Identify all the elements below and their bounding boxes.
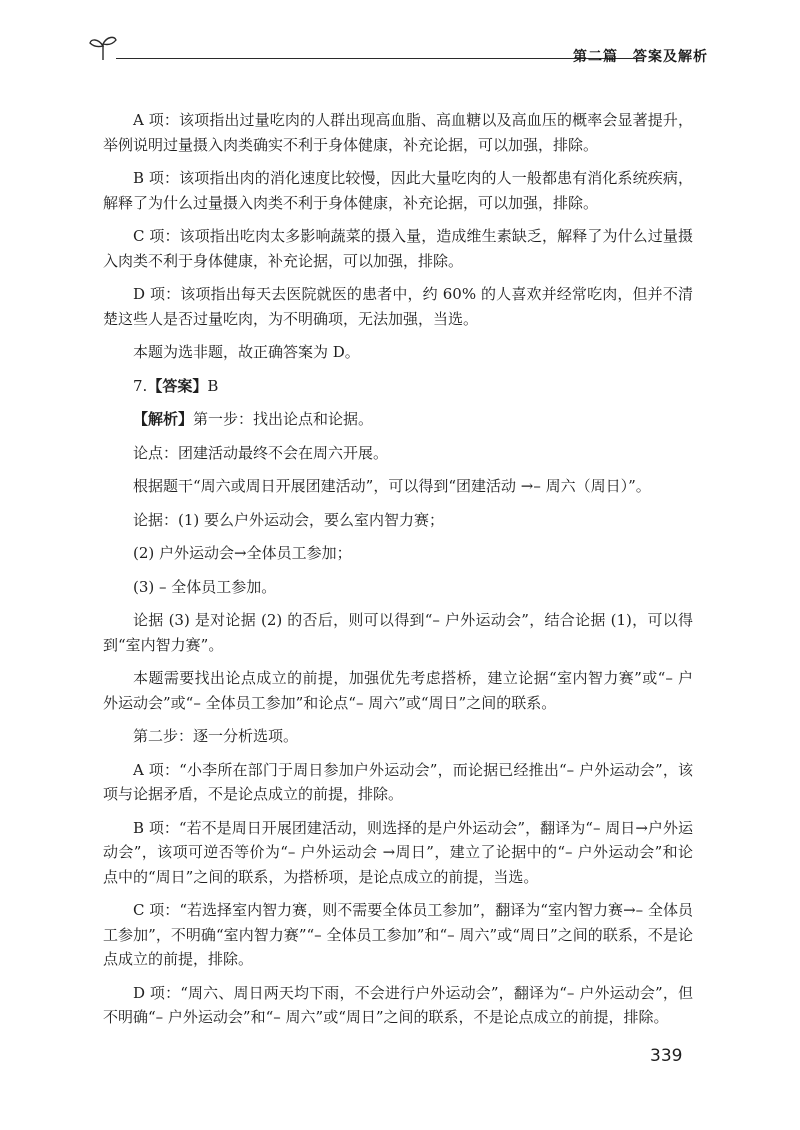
answer-explanation-body xyxy=(103,108,693,1039)
question-number: 7. xyxy=(133,376,148,395)
paragraph: 本题为选非题，故正确答案为 D。 xyxy=(133,343,360,361)
answer-value: B xyxy=(207,376,219,395)
paragraph: 论点：团建活动最终不会在周六开展。 xyxy=(133,443,389,462)
paragraph: (2) 户外运动会→全体员工参加； xyxy=(133,544,352,562)
paragraph: 第二步：逐一分析选项。 xyxy=(133,727,299,745)
paragraph: C 项：该项指出吃肉太多影响蔬菜的摄入量，造成维生素缺乏，解释了为什么过量摄入肉类不利于身体健康，补充论据，可以加强，排除。 xyxy=(103,227,693,270)
paragraph: 本题需要找出论点成立的前提，加强优先考虑搭桥，建立论据“室内智力赛”或“– 户外运动会”或“– 全体员工参加”和论点“– 周六”或“周日”之间的联系。 xyxy=(103,669,693,712)
paragraph: 根据题干“周六或周日开展团建活动”，可以得到“团建活动 →– 周六（周日）”。 xyxy=(133,477,651,495)
paragraph: D 项：“周六、周日两天均下雨，不会进行户外运动会”，翻译为“– 户外运动会”，但不明确“– 户外运动会”和“– 周六”或“周日”之间的联系，不是论点成立的前提，排除。 xyxy=(103,983,693,1026)
header-rule xyxy=(116,58,642,59)
paragraph: B 项：“若不是周日开展团建活动，则选择的是户外运动会”，翻译为“– 周日→户外运动会”，该项可逆否等价为“– 户外运动会 →周日”，建立了论据中的“– 户外运动会”和论点中的“周日”之间的联系，为搭桥项，是论点成立的前提，当选。 xyxy=(103,818,693,886)
paragraph: C 项：“若选择室内智力赛，则不需要全体员工参加”，翻译为“室内智力赛→– 全体员工参加”，不明确“室内智力赛”“– 全体员工参加”和“– 周六”或“周日”之间的联系，不是论点成立的前提，排除。 xyxy=(103,901,693,968)
paragraph: (3) – 全体员工参加。 xyxy=(133,577,277,596)
page-number: 339 xyxy=(650,1046,683,1066)
analysis-line xyxy=(103,407,693,432)
answer-label: 【答案】 xyxy=(147,376,208,395)
paragraph: D 项：该项指出每天去医院就医的患者中，约 60% 的人喜欢并经常吃肉，但并不清楚这些人是否过量吃肉，为不明确项，无法加强，当选。 xyxy=(103,285,693,328)
analysis-step: 第一步：找出论点和论据。 xyxy=(193,410,374,428)
paragraph: A 项：该项指出过量吃肉的人群出现高血脂、高血糖以及高血压的概率会显著提升，举例说明过量摄入肉类确实不利于身体健康，补充论据，可以加强，排除。 xyxy=(103,111,693,154)
section-title: 第二篇 答案及解析 xyxy=(573,49,708,65)
paragraph: A 项：“小李所在部门于周日参加户外运动会”，而论据已经推出“– 户外运动会”，该项与论据矛盾，不是论点成立的前提，排除。 xyxy=(103,760,693,803)
sprout-icon xyxy=(88,32,118,62)
paragraph: 论据：(1) 要么户外运动会，要么室内智力赛； xyxy=(133,510,445,529)
analysis-label: 【解析】 xyxy=(133,410,194,428)
running-header xyxy=(88,30,708,70)
paragraph: 论据 (3) 是对论据 (2) 的否后，则可以得到“– 户外运动会”，结合论据 (1)，可以得到“室内智力赛”。 xyxy=(103,611,693,654)
question-answer-line xyxy=(103,374,693,399)
paragraph: B 项：该项指出肉的消化速度比较慢，因此大量吃肉的人一般都患有消化系统疾病，解释了为什么过量摄入肉类不利于身体健康，补充论据，可以加强，排除。 xyxy=(103,169,693,212)
